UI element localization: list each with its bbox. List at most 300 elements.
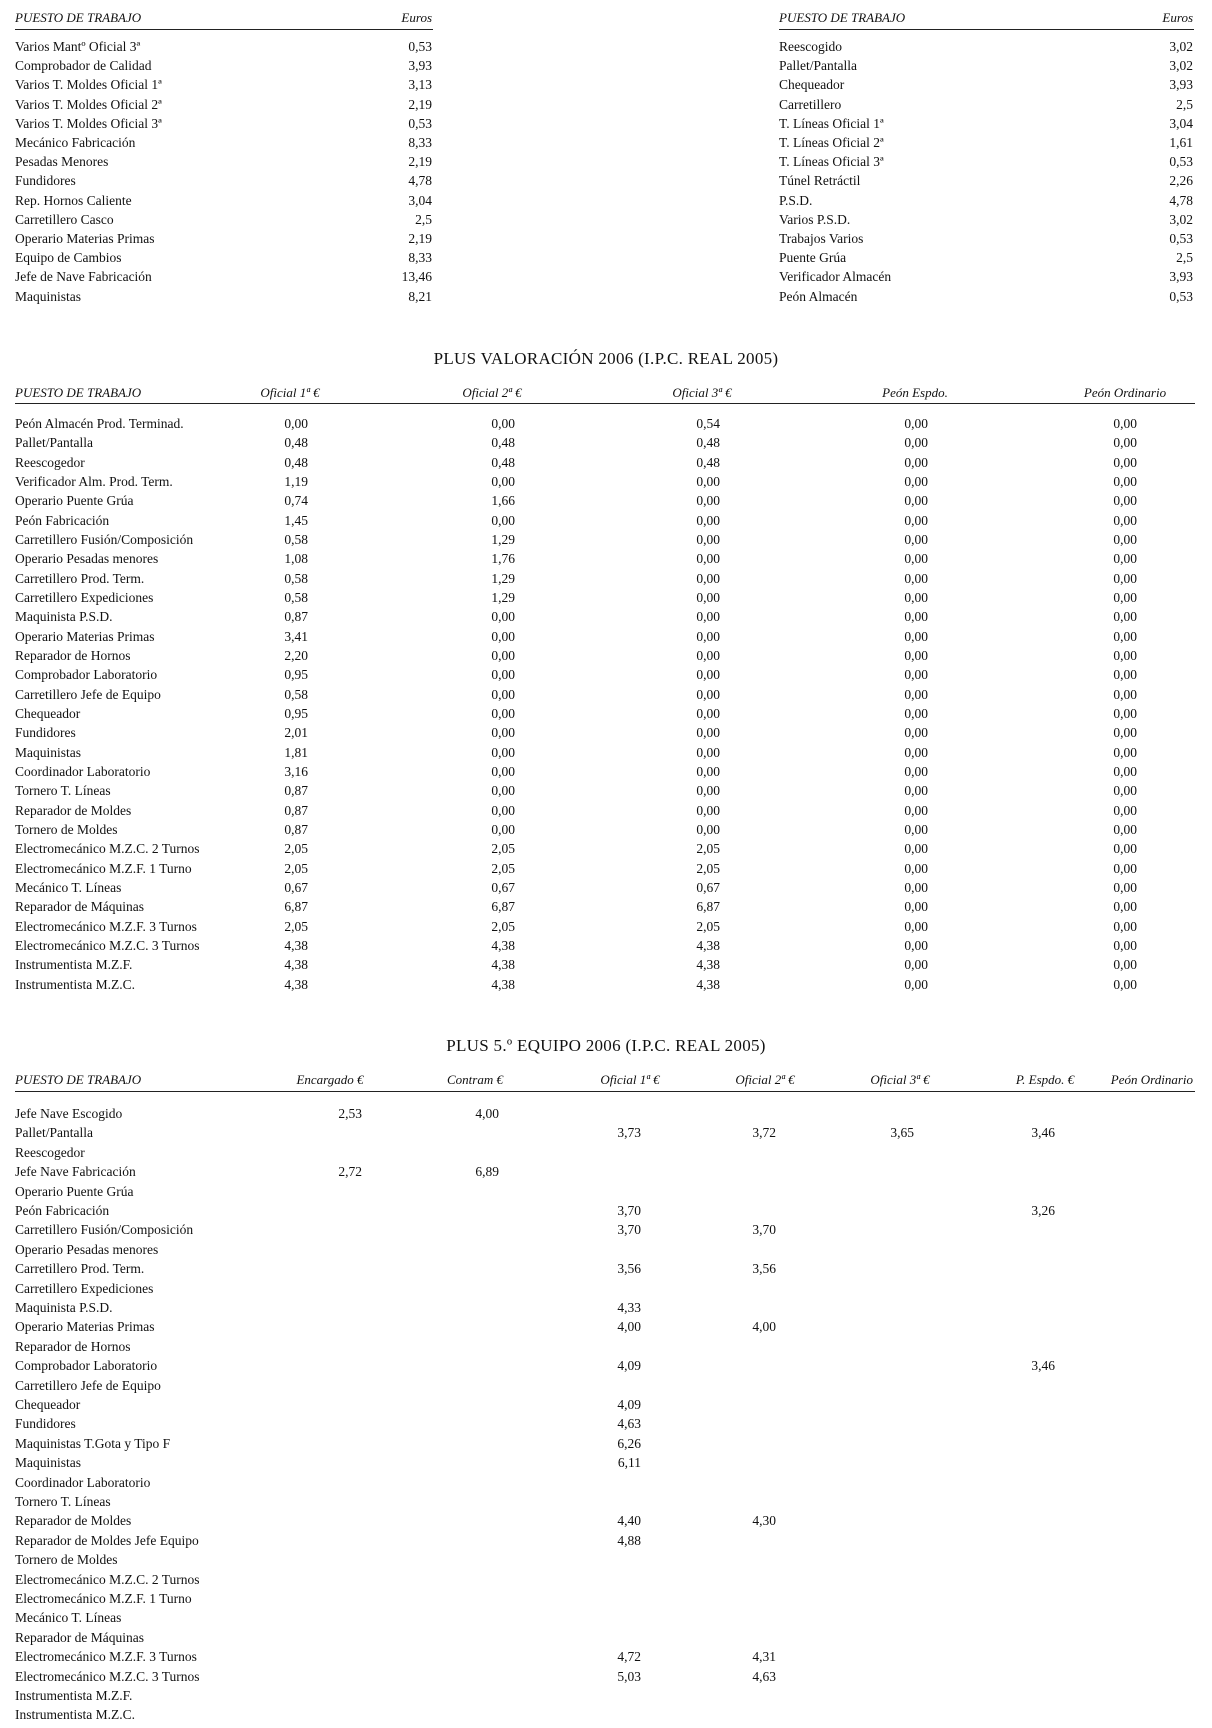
table-row [0, 1298, 1212, 1317]
value-cell: 0,00 [491, 744, 515, 760]
table-row [0, 248, 1212, 267]
table-row [0, 1414, 1212, 1433]
puesto-cell: Electromecánico M.Z.F. 3 Turnos [15, 918, 197, 934]
puesto-cell: Maquinista P.S.D. [15, 1300, 113, 1315]
puesto-cell: Peón Fabricación [15, 512, 110, 528]
valoracion-header [0, 383, 1212, 402]
header-rule [15, 29, 433, 30]
value-cell: 0,00 [904, 957, 928, 973]
value-cell: 0,00 [904, 570, 928, 586]
column-header: Contram € [447, 1072, 503, 1087]
table-row [0, 1705, 1212, 1724]
euros-cell: 3,93 [408, 58, 432, 74]
table-row [0, 955, 1212, 974]
section-title: PLUS 5.º EQUIPO 2006 (I.P.C. REAL 2005) [446, 1036, 766, 1055]
table-row [0, 414, 1212, 433]
puesto-cell: Electromecánico M.Z.C. 3 Turnos [15, 937, 200, 953]
puesto-cell: Chequeador [15, 705, 81, 721]
value-cell: 5,03 [617, 1668, 641, 1684]
value-cell: 2,05 [491, 918, 515, 934]
value-cell: 1,29 [491, 570, 515, 586]
value-cell: 4,38 [491, 957, 515, 973]
puesto-cell: Verificador Alm. Prod. Term. [15, 473, 173, 489]
euros-cell: 2,19 [408, 154, 432, 170]
euros-cell: 0,53 [1169, 154, 1193, 170]
header-puesto: PUESTO DE TRABAJO [15, 385, 142, 400]
value-cell: 6,87 [491, 899, 515, 915]
value-cell: 0,00 [491, 609, 515, 625]
value-cell: 0,00 [696, 763, 720, 779]
puesto-cell: Tornero T. Líneas [15, 783, 111, 799]
value-cell: 0,00 [696, 744, 720, 760]
value-cell: 0,00 [696, 628, 720, 644]
table-row [0, 878, 1212, 897]
value-cell: 0,00 [1113, 686, 1137, 702]
value-cell: 0,48 [696, 454, 720, 470]
value-cell: 0,58 [284, 589, 308, 605]
value-cell: 0,00 [1113, 570, 1137, 586]
value-cell: 0,00 [1113, 531, 1137, 547]
value-cell: 0,00 [1113, 802, 1137, 818]
value-cell: 0,00 [904, 976, 928, 992]
value-cell: 0,00 [491, 783, 515, 799]
value-cell: 0,00 [1113, 493, 1137, 509]
value-cell: 0,00 [904, 531, 928, 547]
table-row [0, 723, 1212, 742]
value-cell: 2,53 [338, 1106, 362, 1121]
value-cell: 0,00 [904, 647, 928, 663]
column-header: P. Espdo. € [1015, 1072, 1075, 1087]
table-row [0, 1531, 1212, 1550]
table-row [0, 975, 1212, 994]
column-header: Oficial 2ª € [735, 1072, 795, 1087]
value-cell: 0,00 [696, 512, 720, 528]
puesto-cell: Tornero de Moldes [15, 821, 118, 837]
table-row [0, 897, 1212, 916]
value-cell: 1,45 [284, 512, 308, 528]
value-cell: 0,00 [1113, 783, 1137, 799]
euros-cell: 2,5 [415, 211, 432, 227]
value-cell: 2,05 [491, 841, 515, 857]
value-cell: 0,00 [1113, 841, 1137, 857]
table-row [0, 627, 1212, 646]
value-cell: 0,48 [696, 435, 720, 451]
value-cell: 0,00 [696, 531, 720, 547]
puesto-cell: Electromecánico M.Z.F. 3 Turnos [15, 1649, 197, 1665]
value-cell: 0,00 [904, 609, 928, 625]
value-cell: 0,00 [491, 763, 515, 779]
column-header: Oficial 3ª € [672, 385, 732, 400]
euros-cell: 2,5 [1176, 96, 1193, 112]
puesto-cell: Reparador de Moldes [15, 1513, 132, 1529]
value-cell: 4,63 [752, 1668, 776, 1684]
value-cell: 0,00 [904, 725, 928, 741]
value-cell: 0,00 [696, 473, 720, 489]
value-cell: 3,70 [617, 1222, 641, 1238]
value-cell: 0,00 [1113, 589, 1137, 605]
puesto-cell: Varios T. Moldes Oficial 1ª [15, 77, 162, 93]
value-cell: 4,31 [752, 1649, 776, 1665]
euros-cell: 0,53 [1169, 231, 1193, 246]
value-cell: 3,26 [1031, 1203, 1055, 1218]
table-row [0, 229, 1212, 248]
puesto-cell: Operario Pesadas menores [15, 1241, 159, 1257]
value-cell: 2,05 [284, 860, 308, 876]
puesto-cell: T. Líneas Oficial 1ª [779, 115, 884, 131]
table-row [0, 685, 1212, 704]
euros-cell: 4,78 [1169, 192, 1193, 208]
euros-cell: 8,21 [408, 288, 432, 304]
euros-cell: 3,13 [408, 77, 432, 93]
value-cell: 0,00 [491, 473, 515, 489]
value-cell: 0,00 [491, 725, 515, 741]
value-cell: 0,00 [904, 783, 928, 799]
value-cell: 0,00 [696, 783, 720, 799]
puesto-cell: Pallet/Pantalla [779, 58, 857, 74]
table-row [0, 820, 1212, 839]
value-cell: 2,05 [284, 918, 308, 934]
value-cell: 0,00 [1113, 473, 1137, 489]
table-row [0, 839, 1212, 858]
puesto-cell: Carretillero [779, 96, 842, 112]
value-cell: 3,70 [752, 1222, 776, 1238]
value-cell: 6,26 [617, 1435, 641, 1451]
puesto-cell: Varios P.S.D. [779, 211, 851, 227]
puesto-cell: Pallet/Pantalla [15, 435, 93, 451]
value-cell: 4,40 [617, 1513, 641, 1529]
value-cell: 0,00 [904, 841, 928, 857]
value-cell: 0,00 [904, 628, 928, 644]
puesto-cell: Operario Materias Primas [15, 628, 155, 644]
value-cell: 4,38 [284, 976, 308, 992]
puesto-cell: Operario Puente Grúa [15, 493, 134, 509]
table-row [0, 1628, 1212, 1647]
puesto-cell: Peón Almacén [779, 288, 858, 304]
value-cell: 0,00 [1113, 416, 1137, 431]
euros-cell: 4,78 [408, 173, 432, 189]
value-cell: 0,00 [1113, 957, 1137, 973]
value-cell: 0,00 [696, 609, 720, 625]
table-row [0, 1608, 1212, 1627]
value-cell: 0,00 [491, 667, 515, 683]
value-cell: 0,00 [904, 454, 928, 470]
value-cell: 3,73 [617, 1125, 641, 1141]
value-cell: 1,08 [284, 551, 308, 567]
table-row [0, 1356, 1212, 1375]
euros-cell: 3,93 [1169, 77, 1193, 93]
value-cell: 6,87 [284, 899, 308, 915]
puesto-cell: Pesadas Menores [15, 154, 109, 170]
puesto-cell: Mecánico Fabricación [15, 135, 136, 150]
puesto-cell: Maquinista P.S.D. [15, 609, 113, 625]
table-row [0, 114, 1212, 133]
puesto-cell: Túnel Retráctil [779, 173, 861, 189]
puesto-cell: Varios T. Moldes Oficial 2ª [15, 96, 162, 112]
value-cell: 0,00 [696, 705, 720, 721]
column-header: Oficial 3ª € [870, 1072, 930, 1087]
puesto-cell: Carretillero Casco [15, 211, 114, 227]
table-row [0, 95, 1212, 114]
puesto-cell: Reparador de Moldes Jefe Equipo [15, 1532, 199, 1548]
value-cell: 1,66 [491, 493, 515, 509]
value-cell: 1,29 [491, 589, 515, 605]
puesto-cell: Coordinador Laboratorio [15, 1474, 151, 1490]
table-row [0, 1123, 1212, 1142]
value-cell: 4,09 [617, 1358, 641, 1374]
table-row [0, 1317, 1212, 1336]
table-row [0, 191, 1212, 210]
puesto-cell: Mecánico T. Líneas [15, 1610, 122, 1626]
value-cell: 4,00 [617, 1319, 641, 1335]
value-cell: 0,58 [284, 686, 308, 702]
value-cell: 6,87 [696, 899, 720, 915]
value-cell: 0,00 [904, 667, 928, 683]
table-row [0, 453, 1212, 472]
value-cell: 0,00 [696, 647, 720, 663]
header-euros: Euros [401, 10, 432, 25]
value-cell: 0,00 [696, 802, 720, 818]
value-cell: 0,00 [1113, 918, 1137, 934]
value-cell: 4,09 [617, 1397, 641, 1412]
puesto-cell: Operario Materias Primas [15, 1319, 155, 1335]
value-cell: 0,58 [284, 531, 308, 547]
puesto-cell: Comprobador Laboratorio [15, 667, 158, 683]
column-header: Peón Espdo. [882, 385, 948, 400]
euros-cell: 1,61 [1169, 135, 1193, 150]
table-row [0, 287, 1212, 306]
value-cell: 0,00 [1113, 821, 1137, 837]
section-title: PLUS VALORACIÓN 2006 (I.P.C. REAL 2005) [433, 349, 779, 368]
table-row [0, 1240, 1212, 1259]
value-cell: 4,00 [475, 1106, 499, 1121]
header-puesto: PUESTO DE TRABAJO [779, 10, 906, 25]
value-cell: 0,67 [284, 879, 308, 895]
value-cell: 1,19 [284, 473, 308, 489]
euros-cell: 2,19 [408, 231, 432, 246]
puesto-cell: Carretillero Fusión/Composición [15, 1222, 194, 1238]
table-row [0, 56, 1212, 75]
value-cell: 2,72 [338, 1164, 362, 1180]
value-cell: 6,89 [475, 1164, 499, 1180]
value-cell: 0,00 [696, 821, 720, 837]
table-row [0, 704, 1212, 723]
value-cell: 0,00 [904, 512, 928, 528]
value-cell: 0,00 [696, 667, 720, 683]
puesto-cell: Instrumentista M.Z.F. [15, 1688, 133, 1703]
value-cell: 0,00 [491, 802, 515, 818]
puesto-cell: Electromecánico M.Z.C. 3 Turnos [15, 1668, 200, 1684]
table-row [0, 1647, 1212, 1666]
value-cell: 0,00 [491, 512, 515, 528]
value-cell: 0,00 [1113, 725, 1137, 741]
value-cell: 0,95 [284, 705, 308, 721]
puesto-cell: Varios Mantº Oficial 3ª [15, 39, 141, 54]
header-puesto: PUESTO DE TRABAJO [15, 1072, 142, 1087]
value-cell: 3,72 [752, 1125, 776, 1141]
value-cell: 4,38 [696, 937, 720, 953]
column-header: Oficial 1ª € [600, 1072, 660, 1087]
table-row [0, 1143, 1212, 1162]
value-cell: 0,54 [696, 416, 720, 431]
value-cell: 4,63 [617, 1416, 641, 1432]
table-row [0, 646, 1212, 665]
header-rule [15, 1091, 1195, 1092]
puesto-cell: Carretillero Expediciones [15, 1280, 154, 1296]
puesto-cell: Tornero de Moldes [15, 1552, 118, 1568]
value-cell: 4,88 [617, 1532, 641, 1548]
column-header: Encargado € [296, 1072, 364, 1087]
table-row [0, 37, 1212, 56]
puesto-cell: Carretillero Prod. Term. [15, 570, 145, 586]
value-cell: 4,00 [752, 1319, 776, 1335]
table-row [0, 1511, 1212, 1530]
puesto-cell: Verificador Almacén [779, 269, 892, 285]
value-cell: 0,48 [284, 454, 308, 470]
value-cell: 0,00 [904, 705, 928, 721]
euros-cell: 3,02 [1169, 211, 1193, 227]
value-cell: 0,00 [1113, 647, 1137, 663]
value-cell: 0,87 [284, 783, 308, 799]
header-rule [779, 29, 1194, 30]
value-cell: 0,00 [1113, 551, 1137, 567]
column-header: Oficial 1ª € [260, 385, 320, 400]
value-cell: 0,87 [284, 802, 308, 818]
table-row [0, 1376, 1212, 1395]
euros-cell: 3,02 [1169, 39, 1193, 54]
puesto-cell: Instrumentista M.Z.F. [15, 957, 133, 973]
puesto-cell: Carretillero Fusión/Composición [15, 531, 194, 547]
value-cell: 3,16 [284, 763, 308, 779]
puesto-cell: Fundidores [15, 1416, 76, 1432]
puesto-cell: Electromecánico M.Z.F. 1 Turno [15, 1591, 192, 1606]
table-row [0, 859, 1212, 878]
table-row [0, 75, 1212, 94]
value-cell: 0,00 [1113, 667, 1137, 683]
value-cell: 0,00 [904, 551, 928, 567]
table-row [0, 1259, 1212, 1278]
puesto-cell: Jefe de Nave Fabricación [15, 269, 152, 285]
euros-cell: 8,33 [408, 250, 432, 266]
column-header: Peón Ordinario [1110, 1072, 1193, 1087]
euros-cell: 8,33 [408, 135, 432, 150]
value-cell: 3,46 [1031, 1125, 1055, 1141]
value-cell: 0,00 [904, 918, 928, 934]
value-cell: 0,67 [696, 879, 720, 895]
puesto-cell: Chequeador [15, 1397, 81, 1412]
table-row [0, 665, 1212, 684]
value-cell: 3,56 [752, 1261, 776, 1277]
table-row [0, 152, 1212, 171]
puesto-cell: Peón Almacén Prod. Terminad. [15, 416, 184, 431]
puesto-cell: Maquinistas T.Gota y Tipo F [15, 1435, 171, 1451]
value-cell: 0,00 [1113, 744, 1137, 760]
table-row [0, 1473, 1212, 1492]
value-cell: 2,05 [284, 841, 308, 857]
table-row [0, 1453, 1212, 1472]
value-cell: 0,00 [904, 937, 928, 953]
puesto-cell: Comprobador Laboratorio [15, 1358, 158, 1374]
value-cell: 0,00 [696, 493, 720, 509]
puesto-cell: Reparador de Máquinas [15, 899, 144, 915]
table-row [0, 1686, 1212, 1705]
value-cell: 0,00 [904, 435, 928, 451]
value-cell: 4,38 [491, 976, 515, 992]
value-cell: 1,76 [491, 551, 515, 567]
puesto-cell: Reparador de Moldes [15, 802, 132, 818]
value-cell: 0,00 [904, 763, 928, 779]
puesto-cell: Carretillero Jefe de Equipo [15, 1377, 161, 1393]
value-cell: 0,95 [284, 667, 308, 683]
table-row [0, 801, 1212, 820]
table-row [0, 549, 1212, 568]
header-rule [15, 403, 1195, 404]
puesto-cell: Coordinador Laboratorio [15, 763, 151, 779]
value-cell: 0,00 [1113, 763, 1137, 779]
value-cell: 1,81 [284, 744, 308, 760]
top-right-header [0, 8, 1212, 27]
value-cell: 0,00 [1113, 609, 1137, 625]
puesto-cell: Tornero T. Líneas [15, 1494, 111, 1509]
table-row [0, 491, 1212, 510]
header-euros: Euros [1162, 10, 1193, 25]
puesto-cell: Maquinistas [15, 1455, 81, 1471]
value-cell: 4,38 [284, 957, 308, 973]
puesto-cell: Electromecánico M.Z.F. 1 Turno [15, 860, 192, 876]
value-cell: 2,05 [491, 860, 515, 876]
value-cell: 3,46 [1031, 1358, 1055, 1374]
value-cell: 0,00 [1113, 899, 1137, 915]
puesto-cell: Puente Grúa [779, 250, 847, 266]
puesto-cell: Reparador de Hornos [15, 647, 131, 663]
table-row [0, 1279, 1212, 1298]
puesto-cell: Reescogedor [15, 454, 85, 470]
value-cell: 0,00 [491, 628, 515, 644]
puesto-cell: Chequeador [779, 77, 845, 93]
value-cell: 0,00 [904, 821, 928, 837]
table-row [0, 511, 1212, 530]
puesto-cell: Reescogido [779, 39, 842, 54]
puesto-cell: Instrumentista M.Z.C. [15, 1707, 135, 1723]
puesto-cell: Instrumentista M.Z.C. [15, 976, 135, 992]
puesto-cell: Jefe Nave Escogido [15, 1106, 123, 1121]
value-cell: 0,00 [904, 802, 928, 818]
table-row [0, 569, 1212, 588]
column-header: Oficial 2ª € [462, 385, 522, 400]
value-cell: 4,38 [284, 937, 308, 953]
table-row [0, 743, 1212, 762]
value-cell: 3,70 [617, 1203, 641, 1218]
table-row [0, 1589, 1212, 1608]
value-cell: 0,00 [696, 589, 720, 605]
table-row [0, 171, 1212, 190]
table-row [0, 1570, 1212, 1589]
euros-cell: 2,19 [408, 96, 432, 112]
puesto-cell: Electromecánico M.Z.C. 2 Turnos [15, 841, 200, 857]
value-cell: 2,01 [284, 725, 308, 741]
table-row [0, 1162, 1212, 1181]
value-cell: 0,48 [491, 454, 515, 470]
table-row [0, 1104, 1212, 1123]
value-cell: 0,48 [284, 435, 308, 451]
table-row [0, 1492, 1212, 1511]
value-cell: 0,74 [284, 493, 308, 509]
value-cell: 0,00 [491, 705, 515, 721]
table-row [0, 530, 1212, 549]
equipo-header [0, 1070, 1212, 1089]
value-cell: 4,38 [696, 957, 720, 973]
value-cell: 0,00 [1113, 705, 1137, 721]
table-row [0, 1220, 1212, 1239]
